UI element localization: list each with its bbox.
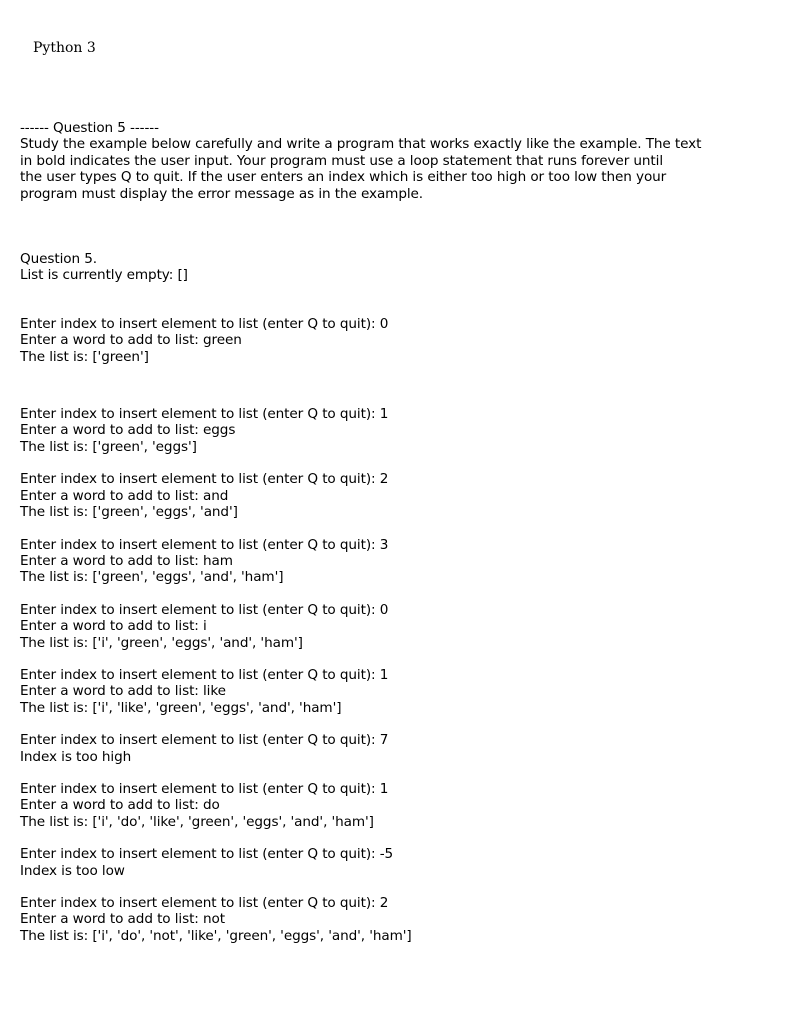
example-line: Enter a word to add to list: eggs (20, 422, 236, 439)
example-line: Enter a word to add to list: do (20, 797, 220, 814)
example-block (20, 895, 760, 944)
question-heading: ------ Question 5 ------ (20, 120, 159, 136)
example-block (20, 471, 760, 520)
instruction-line: Study the example below carefully and write a program that works exactly like the example. The text (20, 136, 702, 153)
instruction-line: the user types Q to quit. If the user enters an index which is either too high or too low then your (20, 169, 667, 186)
example-line: Enter index to insert element to list (enter Q to quit): 1 (20, 780, 389, 797)
example-line: The list is: ['green', 'eggs', 'and', 'ham'] (20, 569, 284, 586)
example-line: Enter index to insert element to list (enter Q to quit): 1 (20, 406, 389, 423)
example-block (20, 406, 760, 455)
example-block (20, 732, 760, 765)
example-line: Enter index to insert element to list (enter Q to quit): 1 (20, 666, 389, 683)
example-line: Enter a word to add to list: ham (20, 552, 233, 569)
example-line: The list is: ['i', 'green', 'eggs', 'and', 'ham'] (20, 634, 303, 651)
question-instructions (20, 136, 760, 202)
example-title: Question 5. (20, 251, 97, 268)
example-block (20, 537, 760, 586)
example-block (20, 602, 760, 651)
example-line: Enter index to insert element to list (enter Q to quit): 0 (20, 601, 389, 618)
example-line: Enter index to insert element to list (enter Q to quit): -5 (20, 846, 394, 863)
page-header-label: Python 3 (33, 40, 96, 56)
example-block (20, 781, 760, 830)
example-line: The list is: ['i', 'do', 'like', 'green', 'eggs', 'and', 'ham'] (20, 813, 374, 830)
example-initial-state: List is currently empty: [] (20, 267, 188, 284)
example-line: Enter a word to add to list: like (20, 683, 226, 700)
example-line: Enter index to insert element to list (enter Q to quit): 2 (20, 471, 389, 488)
document-body (20, 120, 760, 944)
example-line: The list is: ['i', 'like', 'green', 'eggs', 'and', 'ham'] (20, 699, 342, 716)
example-block (20, 316, 760, 365)
example-block (20, 667, 760, 716)
example-line: The list is: ['green'] (20, 348, 149, 365)
example-line: Enter a word to add to list: green (20, 332, 242, 349)
example-line: Enter a word to add to list: not (20, 911, 225, 928)
example-line: Enter a word to add to list: and (20, 487, 229, 504)
example-line: Enter a word to add to list: i (20, 618, 207, 635)
example-block (20, 846, 760, 879)
example-line: The list is: ['green', 'eggs'] (20, 438, 197, 455)
instruction-line: in bold indicates the user input. Your program must use a loop statement that runs forever until (20, 152, 664, 169)
example-line: The list is: ['i', 'do', 'not', 'like', 'green', 'eggs', 'and', 'ham'] (20, 927, 412, 944)
example-line: Enter index to insert element to list (enter Q to quit): 2 (20, 895, 389, 911)
example-line: Enter index to insert element to list (enter Q to quit): 3 (20, 536, 389, 553)
example-line: The list is: ['green', 'eggs', 'and'] (20, 504, 238, 521)
example-error-line: Index is too high (20, 748, 132, 765)
instruction-line: program must display the error message as in the example. (20, 185, 424, 202)
example-line: Enter index to insert element to list (enter Q to quit): 0 (20, 315, 389, 332)
example-line: Enter index to insert element to list (enter Q to quit): 7 (20, 732, 389, 749)
example-error-line: Index is too low (20, 862, 125, 879)
